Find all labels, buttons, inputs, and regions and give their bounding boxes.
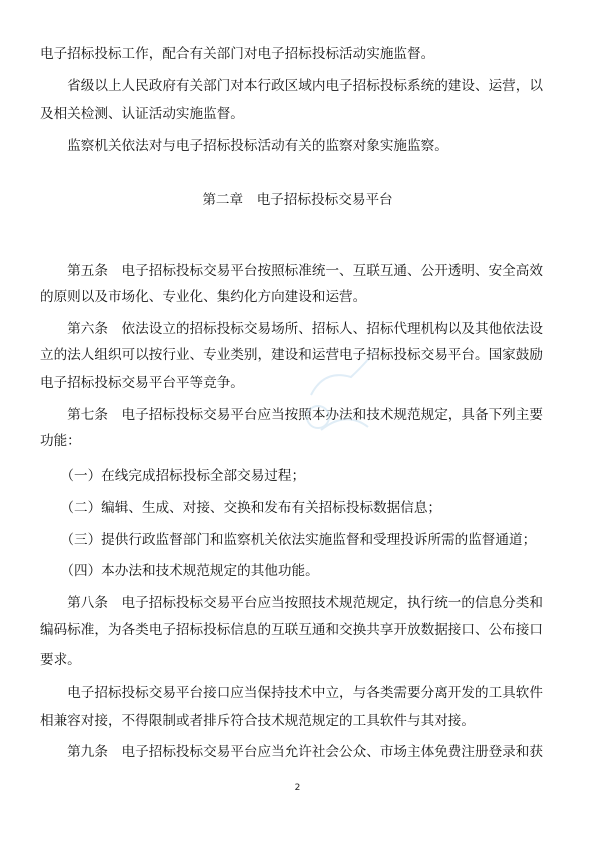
text-line: 立的法人组织可以按行业、专业类别，建设和运营电子招标投标交易平台。国家鼓励 [40, 347, 543, 363]
chapter-title: 第二章 电子招标投标交易平台 [202, 192, 393, 208]
text-line: 电子招标投标交易平台接口应当保持技术中立，与各类需要分离开发的工具软件 [40, 685, 543, 701]
list-item: （一）在线完成招标投标全部交易过程； [40, 468, 306, 484]
text-line: 电子招标投标交易平台平等竞争。 [40, 375, 244, 391]
list-item: （二）编辑、生成、对接、交换和发布有关招标投标数据信息； [40, 500, 442, 516]
text-line: 的原则以及市场化、专业化、集约化方向建设和运营。 [40, 289, 367, 305]
text-line: 第五条 电子招标投标交易平台按照标准统一、互联互通、公开透明、安全高效 [40, 263, 543, 279]
list-item: （三）提供行政监督部门和监察机关依法实施监督和受理投诉所需的监督通道； [40, 532, 537, 548]
text-line: 及相关检测、认证活动实施监督。 [40, 106, 244, 122]
text-line: 编码标准，为各类电子招标投标信息的互联互通和交换共享开放数据接口、公布接口 [40, 622, 543, 638]
text-line: 监察机关依法对与电子招标投标活动有关的监察对象实施监察。 [40, 138, 448, 154]
text-line: 第八条 电子招标投标交易平台应当按照技术规范规定，执行统一的信息分类和 [40, 595, 543, 611]
page-number: 2 [294, 783, 301, 793]
text-line: 第七条 电子招标投标交易平台应当按照本办法和技术规范规定，具备下列主要 [40, 407, 543, 423]
text-line: 第六条 依法设立的招标投标交易场所、招标人、招标代理机构以及其他依法设 [40, 321, 543, 337]
text-line: 要求。 [40, 652, 81, 668]
text-line: 省级以上人民政府有关部门对本行政区域内电子招标投标系统的建设、运营，以 [40, 78, 543, 94]
text-line: 电子招标投标工作，配合有关部门对电子招标投标活动实施监督。 [40, 46, 435, 62]
text-line: 相兼容对接，不得限制或者排斥符合技术规范规定的工具软件与其对接。 [40, 713, 475, 729]
text-line: 功能： [40, 433, 81, 449]
list-item: （四）本办法和技术规范规定的其他功能。 [40, 563, 319, 579]
text-line: 第九条 电子招标投标交易平台应当允许社会公众、市场主体免费注册登录和获 [40, 744, 543, 760]
